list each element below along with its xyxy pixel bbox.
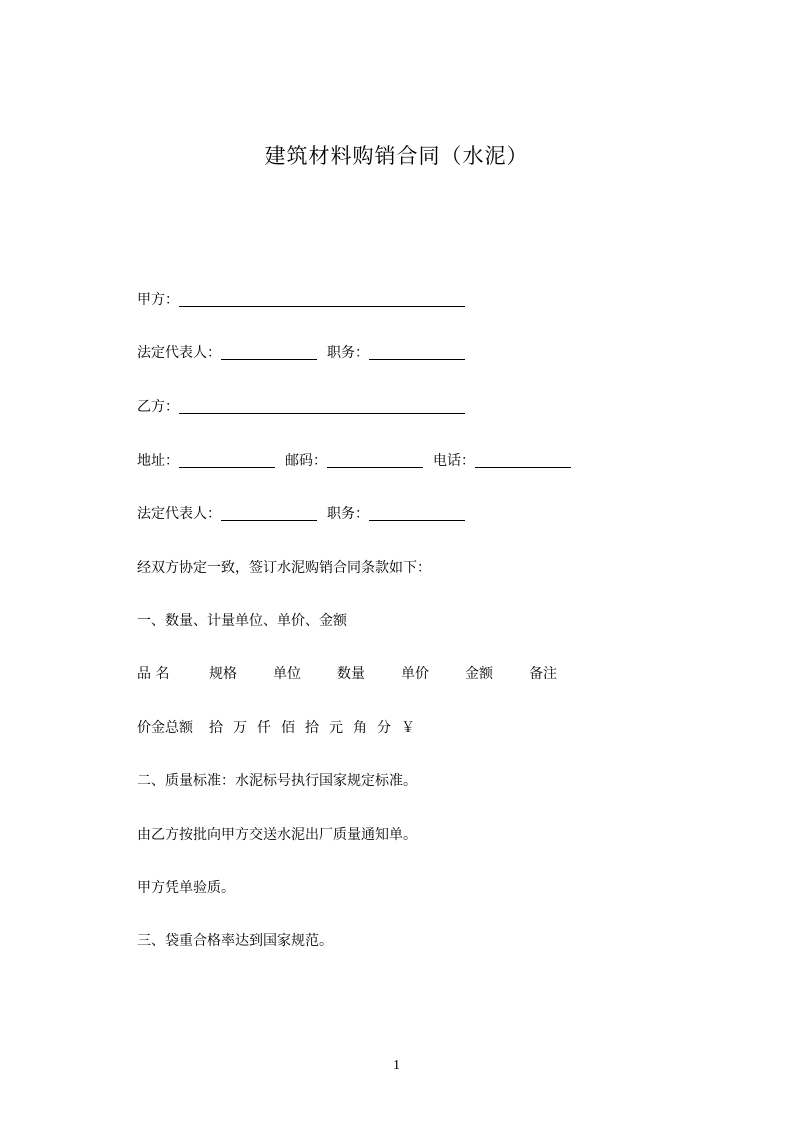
party-b-contact-line [137, 451, 571, 471]
section-1-heading: 一、数量、计量单位、单价、金额 [137, 613, 347, 629]
phone-blank[interactable] [475, 453, 571, 468]
currency-symbol: ￥ [401, 720, 415, 736]
amount-unit: 万 [233, 720, 247, 736]
phone-label: 电话： [433, 453, 475, 469]
party-a-label: 甲方： [137, 292, 179, 308]
total-amount-line [137, 718, 421, 738]
postcode-label: 邮码： [285, 453, 327, 469]
party-a-position-label: 职务： [327, 345, 369, 361]
section-2-heading: 二、质量标准：水泥标号执行国家规定标准。 [137, 773, 417, 789]
address-blank[interactable] [179, 453, 275, 468]
amount-unit: 分 [377, 720, 391, 736]
party-a-line [137, 290, 465, 310]
party-a-position-blank[interactable] [369, 345, 465, 360]
party-b-rep-label: 法定代表人： [137, 506, 221, 522]
column-header: 数量 [337, 666, 365, 682]
section-2-paragraph: 由乙方按批向甲方交送水泥出厂质量通知单。 [137, 827, 417, 843]
party-a-rep-blank[interactable] [221, 345, 317, 360]
page-number: 1 [393, 1058, 400, 1073]
document-title: 建筑材料购销合同（水泥） [264, 144, 529, 168]
postcode-blank[interactable] [327, 453, 423, 468]
section-3-heading: 三、袋重合格率达到国家规范。 [137, 933, 333, 949]
party-b-line [137, 397, 465, 417]
party-b-rep-line [137, 504, 465, 524]
amount-unit: 角 [353, 720, 367, 736]
section-2-paragraph: 甲方凭单验质。 [137, 880, 235, 896]
column-header: 规格 [209, 666, 237, 682]
amount-unit: 拾 [209, 720, 223, 736]
column-header: 品 名 [137, 666, 170, 682]
party-b-rep-blank[interactable] [221, 506, 317, 521]
total-amount-label: 价金总额 [137, 720, 193, 736]
column-header: 备注 [529, 666, 557, 682]
party-a-rep-label: 法定代表人： [137, 345, 221, 361]
amount-unit: 仟 [257, 720, 271, 736]
party-b-position-label: 职务： [327, 506, 369, 522]
party-b-blank[interactable] [179, 399, 465, 414]
intro-paragraph: 经双方协定一致，签订水泥购销合同条款如下： [137, 560, 431, 576]
column-header: 金额 [465, 666, 493, 682]
address-label: 地址： [137, 453, 179, 469]
amount-unit: 佰 [281, 720, 295, 736]
party-a-rep-line [137, 343, 465, 363]
party-a-blank[interactable] [179, 292, 465, 307]
party-b-label: 乙方： [137, 399, 179, 415]
item-columns-row [137, 664, 569, 684]
amount-unit: 元 [329, 720, 343, 736]
party-b-position-blank[interactable] [369, 506, 465, 521]
amount-unit: 拾 [305, 720, 319, 736]
column-header: 单位 [273, 666, 301, 682]
column-header: 单价 [401, 666, 429, 682]
